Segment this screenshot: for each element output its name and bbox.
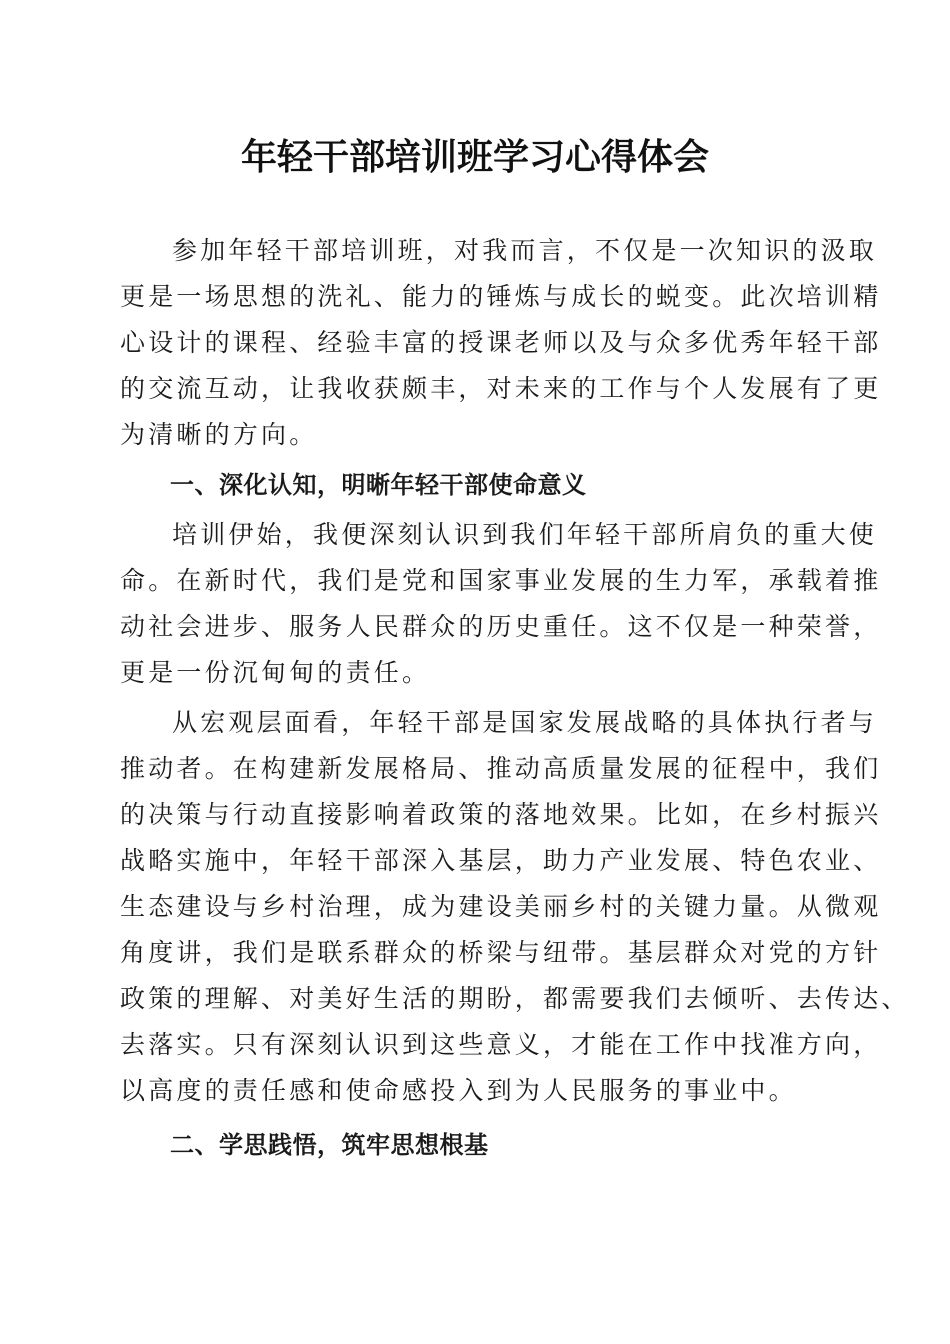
intro-paragraph <box>120 228 882 458</box>
text-line: 命。在新时代，我们是党和国家事业发展的生力军，承载着推 <box>120 566 882 595</box>
text-line: 参加年轻干部培训班，对我而言，不仅是一次知识的汲取 <box>172 236 878 265</box>
section1-paragraph-2 <box>120 700 910 1114</box>
text-line: 为清晰的方向。 <box>120 420 318 449</box>
text-line: 以高度的责任感和使命感投入到为人民服务的事业中。 <box>120 1076 797 1105</box>
text-line: 培训伊始，我便深刻认识到我们年轻干部所肩负的重大使 <box>172 520 878 549</box>
text-line: 动社会进步、服务人民群众的历史重任。这不仅是一种荣誉， <box>120 612 882 641</box>
text-line: 的交流互动，让我收获颇丰，对未来的工作与个人发展有了更 <box>120 374 882 403</box>
text-line: 从宏观层面看，年轻干部是国家发展战略的具体执行者与 <box>172 708 878 737</box>
text-line: 的决策与行动直接影响着政策的落地效果。比如，在乡村振兴 <box>120 800 882 829</box>
text-line: 更是一份沉甸甸的责任。 <box>120 658 431 687</box>
text-line: 去落实。只有深刻认识到这些意义，才能在工作中找准方向， <box>120 1030 882 1059</box>
text-line: 推动者。在构建新发展格局、推动高质量发展的征程中，我们 <box>120 754 882 783</box>
document-body <box>120 228 910 1168</box>
text-line: 更是一场思想的洗礼、能力的锤炼与成长的蜕变。此次培训精 <box>120 282 882 311</box>
text-line: 心设计的课程、经验丰富的授课老师以及与众多优秀年轻干部 <box>120 328 882 357</box>
section-heading-2: 二、学思践悟，筑牢思想根基 <box>170 1131 489 1159</box>
text-line: 生态建设与乡村治理，成为建设美丽乡村的关键力量。从微观 <box>120 892 882 921</box>
section-heading-1: 一、深化认知，明晰年轻干部使命意义 <box>170 471 587 499</box>
text-line: 角度讲，我们是联系群众的桥梁与纽带。基层群众对党的方针 <box>120 938 882 967</box>
text-line: 战略实施中，年轻干部深入基层，助力产业发展、特色农业、 <box>120 846 882 875</box>
text-line: 政策的理解、对美好生活的期盼，都需要我们去倾听、去传达、 <box>120 984 910 1013</box>
section1-paragraph-1 <box>120 512 882 696</box>
page-title: 年轻干部培训班学习心得体会 <box>240 136 709 178</box>
